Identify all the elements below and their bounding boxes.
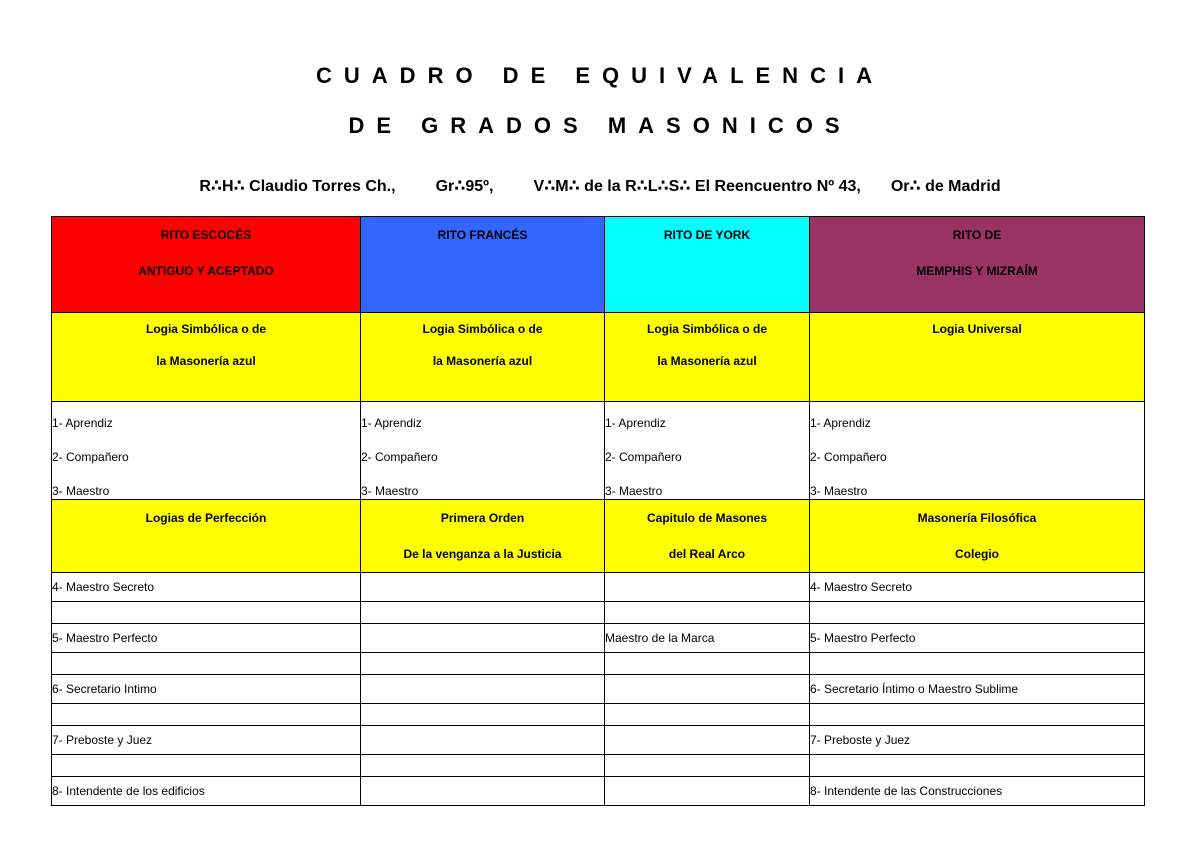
rite-header-row bbox=[52, 217, 1145, 313]
grade-entry: 2- Compañero bbox=[605, 450, 682, 464]
grade-cell bbox=[361, 573, 605, 602]
title-line-2: DE GRADOS MASONICOS bbox=[348, 113, 852, 138]
grade-cell: 5- Maestro Perfecto bbox=[810, 624, 1145, 653]
grade-cell: 8- Intendente de las Construcciones bbox=[810, 777, 1145, 806]
grade-cell bbox=[605, 704, 810, 726]
section-line2: la Masonería azul bbox=[657, 354, 757, 368]
grade-cell: 8- Intendente de los edificios bbox=[52, 777, 361, 806]
grade-cell: 7- Preboste y Juez bbox=[52, 726, 361, 755]
section-row-higher bbox=[52, 500, 1145, 573]
section-heading bbox=[361, 500, 605, 573]
section-row-symbolic bbox=[52, 313, 1145, 402]
table-row bbox=[52, 675, 1145, 704]
section-line2: De la venganza a la Justicia bbox=[403, 547, 562, 561]
grade-cell bbox=[605, 777, 810, 806]
grade-cell bbox=[605, 755, 810, 777]
grade-cell bbox=[361, 755, 605, 777]
section-heading bbox=[810, 313, 1145, 402]
grade-cell bbox=[52, 653, 361, 675]
grade-entry: 1- Aprendiz bbox=[810, 416, 871, 430]
grade-cell bbox=[605, 602, 810, 624]
grade-cell bbox=[605, 675, 810, 704]
rite-name-line1: RITO FRANCÉS bbox=[437, 228, 528, 242]
grade-entry: 3- Maestro bbox=[810, 484, 868, 498]
table-row bbox=[52, 777, 1145, 806]
table-row bbox=[52, 755, 1145, 777]
section-line2: Colegio bbox=[955, 547, 999, 561]
grade-entry: 1- Aprendiz bbox=[52, 416, 113, 430]
grade-cell bbox=[52, 755, 361, 777]
grade-cell bbox=[52, 602, 361, 624]
rite-header-frances bbox=[361, 217, 605, 313]
rite-name-line2: ANTIGUO Y ACEPTADO bbox=[138, 264, 274, 278]
section-heading bbox=[605, 500, 810, 573]
grade-entry: 1- Aprendiz bbox=[361, 416, 422, 430]
rite-name-line1: RITO DE YORK bbox=[663, 228, 751, 242]
subtitle-role: V∴M∴ de la R∴L∴S∴ El Reencuentro Nº 43, bbox=[533, 178, 861, 195]
rite-header-escoces bbox=[52, 217, 361, 313]
grade-cell bbox=[361, 726, 605, 755]
grade-cell: 4- Maestro Secreto bbox=[52, 573, 361, 602]
grade-entry: 2- Compañero bbox=[52, 450, 129, 464]
section-heading bbox=[605, 313, 810, 402]
grade-cell bbox=[52, 402, 361, 500]
section-line1: Logia Simbólica o de bbox=[422, 322, 543, 336]
subtitle-grade: Gr∴95º, bbox=[435, 178, 494, 195]
grade-entry: 1- Aprendiz bbox=[605, 416, 666, 430]
table-row bbox=[52, 624, 1145, 653]
subtitle bbox=[0, 176, 1200, 196]
grade-cell bbox=[605, 402, 810, 500]
subtitle-orient: Or∴ de Madrid bbox=[890, 178, 1001, 195]
section-line2: la Masonería azul bbox=[156, 354, 256, 368]
section-line1: Masonería Filosófica bbox=[917, 511, 1037, 525]
grade-cell bbox=[361, 653, 605, 675]
rite-header-memphis bbox=[810, 217, 1145, 313]
section-line1: Logia Simbólica o de bbox=[145, 322, 267, 336]
section-line1: Logia Simbólica o de bbox=[646, 322, 768, 336]
section-line1: Capitulo de Masones bbox=[646, 511, 768, 525]
grade-cell bbox=[810, 755, 1145, 777]
grade-cell: 4- Maestro Secreto bbox=[810, 573, 1145, 602]
symbolic-grades-row bbox=[52, 402, 1145, 500]
title-line-1: CUADRO DE EQUIVALENCIA bbox=[316, 63, 884, 88]
rite-name-line1: RITO DE bbox=[952, 228, 1002, 242]
table-row bbox=[52, 602, 1145, 624]
subtitle-author: R∴H∴ Claudio Torres Ch., bbox=[199, 178, 396, 195]
grade-cell: 6- Secretario Íntimo o Maestro Sublime bbox=[810, 675, 1145, 704]
section-line1: Logias de Perfección bbox=[145, 511, 267, 525]
section-heading bbox=[810, 500, 1145, 573]
grade-cell bbox=[361, 602, 605, 624]
rite-name-line2: MEMPHIS Y MIZRAÍM bbox=[916, 264, 1038, 278]
grade-cell bbox=[810, 653, 1145, 675]
grade-cell bbox=[52, 704, 361, 726]
equivalence-table bbox=[51, 216, 1145, 806]
grade-entry: 3- Maestro bbox=[361, 484, 419, 498]
section-heading bbox=[52, 313, 361, 402]
section-line2: del Real Arco bbox=[668, 547, 746, 561]
grade-cell: Maestro de la Marca bbox=[605, 624, 810, 653]
grade-cell: 5- Maestro Perfecto bbox=[52, 624, 361, 653]
grade-cell bbox=[361, 777, 605, 806]
table-row bbox=[52, 653, 1145, 675]
grade-cell bbox=[605, 573, 810, 602]
grade-cell bbox=[810, 402, 1145, 500]
rite-name-line1: RITO ESCOCÉS bbox=[160, 228, 252, 242]
grade-cell bbox=[361, 624, 605, 653]
section-line1: Primera Orden bbox=[440, 511, 525, 525]
grade-entry: 3- Maestro bbox=[605, 484, 663, 498]
grade-cell: 7- Preboste y Juez bbox=[810, 726, 1145, 755]
grade-cell bbox=[810, 602, 1145, 624]
table-row bbox=[52, 704, 1145, 726]
table-row bbox=[52, 726, 1145, 755]
grade-entry: 3- Maestro bbox=[52, 484, 110, 498]
grade-cell bbox=[361, 402, 605, 500]
grade-cell bbox=[810, 704, 1145, 726]
grade-cell bbox=[361, 704, 605, 726]
grade-cell bbox=[361, 675, 605, 704]
grade-cell: 6- Secretario Intimo bbox=[52, 675, 361, 704]
grade-cell bbox=[605, 726, 810, 755]
rite-header-york bbox=[605, 217, 810, 313]
table-row bbox=[52, 573, 1145, 602]
grade-entry: 2- Compañero bbox=[361, 450, 438, 464]
grade-cell bbox=[605, 653, 810, 675]
grade-entry: 2- Compañero bbox=[810, 450, 887, 464]
section-heading bbox=[52, 500, 361, 573]
section-line2: la Masonería azul bbox=[432, 354, 533, 368]
section-line1: Logia Universal bbox=[932, 322, 1022, 336]
section-heading bbox=[361, 313, 605, 402]
